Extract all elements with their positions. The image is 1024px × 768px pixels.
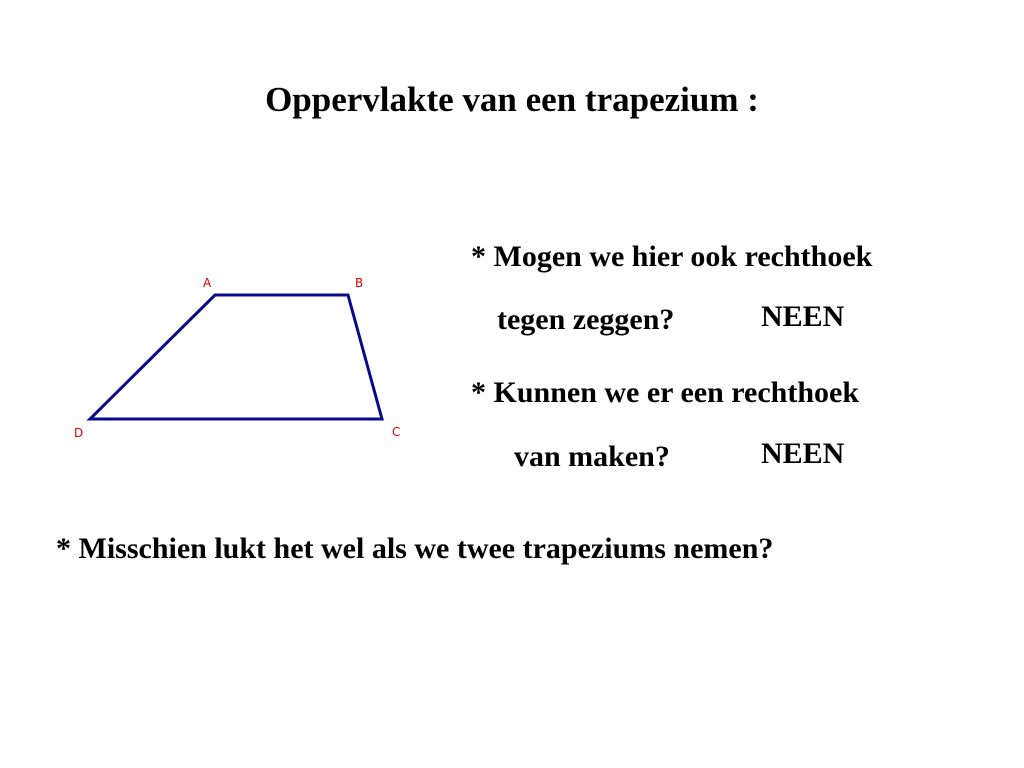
question-2-line-2: van maken? xyxy=(514,440,670,473)
question-1-line-2: tegen zeggen? xyxy=(497,303,675,336)
vertex-label-c: C xyxy=(392,425,401,439)
vertex-label-a: A xyxy=(203,276,212,290)
vertex-label-d: D xyxy=(74,426,84,440)
question-1-answer: NEEN xyxy=(761,300,845,333)
question-3: * Misschien lukt het wel als we twee trapeziums nemen? xyxy=(56,532,774,565)
question-2-answer: NEEN xyxy=(761,437,845,470)
question-2-line-1: * Kunnen we er een rechthoek xyxy=(471,376,860,409)
question-1-line-1: * Mogen we hier ook rechthoek xyxy=(471,240,873,273)
slide-title: Oppervlakte van een trapezium : xyxy=(265,80,759,119)
vertex-label-b: B xyxy=(355,276,364,290)
trapezium-diagram xyxy=(60,265,420,450)
trapezium-shape xyxy=(90,295,382,419)
